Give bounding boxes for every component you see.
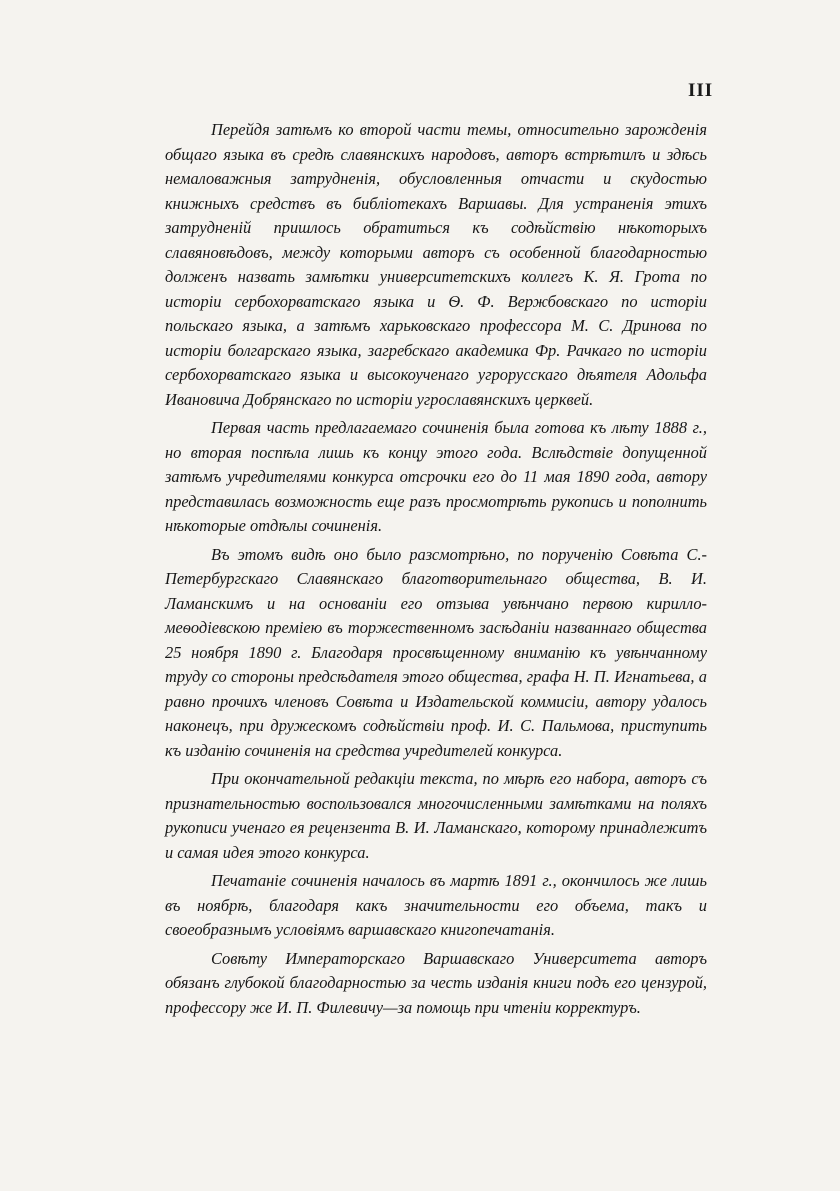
paragraph-4: При окончательной редакціи текста, по мѣрѣ его набора, авторъ съ признательностью воспользовался многочисленными замѣтками на поляхъ рукописи ученаго ея рецензента В. И. Ламанскаго, которому принадлежитъ и самая идея этого конкурса. bbox=[165, 769, 707, 862]
paragraph-2: Первая часть предлагаемаго сочиненія была готова къ лѣту 1888 г., но вторая поспѣла лишь къ концу этого года. Вслѣдствіе допущенной затѣмъ учредителями конкурса отсрочки его до 11 мая 1890 года, автору представилась возможность еще разъ просмотрѣть рукопись и пополнить нѣкоторые отдѣлы сочиненія. bbox=[165, 418, 707, 535]
page-number: III bbox=[688, 80, 714, 101]
paragraph-6: Совѣту Императорскаго Варшавскаго Университета авторъ обязанъ глубокой благодарностью за честь изданія книги подъ его цензурой, профессору же И. П. Филевичу—за помощь при чтеніи корректуръ. bbox=[165, 948, 707, 1017]
preface-text bbox=[165, 118, 707, 1020]
paragraph-3: Въ этомъ видѣ оно было разсмотрѣно, по порученію Совѣта С.-Петербургскаго Славянскаго благотворительнаго общества, В. И. Ламанскимъ и на основаніи его отзыва увѣнчано первою кирилло-меѳодіевскою преміею въ торжественномъ засѣданіи названнаго общества 25 ноября 1890 г. Благодаря просвѣщенному вниманію къ увѣнчанному труду со стороны предсѣдателя этого общества, графа Н. П. Игнатьева, а равно прочихъ членовъ Совѣта и Издательской коммисіи, автору удалось наконецъ, при дружескомъ содѣйствіи проф. И. С. Пальмова, приступить къ изданію сочиненія на средства учредителей конкурса. bbox=[165, 544, 707, 760]
paragraph-1: Перейдя затѣмъ ко второй части темы, относительно зарожденія общаго языка въ средѣ славянскихъ народовъ, авторъ встрѣтилъ и здѣсь немаловажныя затрудненія, обусловленныя отчасти и скудостью книжныхъ средствъ въ библіотекахъ Варшавы. Для устраненія этихъ затрудненій пришлось обратиться къ содѣйствію нѣкоторыхъ славяновѣдовъ, между которыми авторъ съ особенной благодарностью долженъ назвать замѣтки университетскихъ коллегъ К. Я. Грота по исторіи сербохорватскаго языка и Ѳ. Ф. Вержбовскаго по исторіи польскаго языка, а затѣмъ харьковскаго профессора М. С. Дринова по исторіи болгарскаго языка, загребскаго академика Фр. Рачкаго по исторіи сербохорватскаго языка и высокоученаго угрорусскаго дѣятеля Адольфа Ивановича Добрянскаго по исторіи угрославянскихъ церквей. bbox=[165, 120, 707, 409]
paragraph-5: Печатаніе сочиненія началось въ мартѣ 1891 г., окончилось же лишь въ ноябрѣ, благодаря какъ значительности его объема, такъ и своеобразнымъ условіямъ варшавскаго книгопечатанія. bbox=[165, 871, 707, 939]
